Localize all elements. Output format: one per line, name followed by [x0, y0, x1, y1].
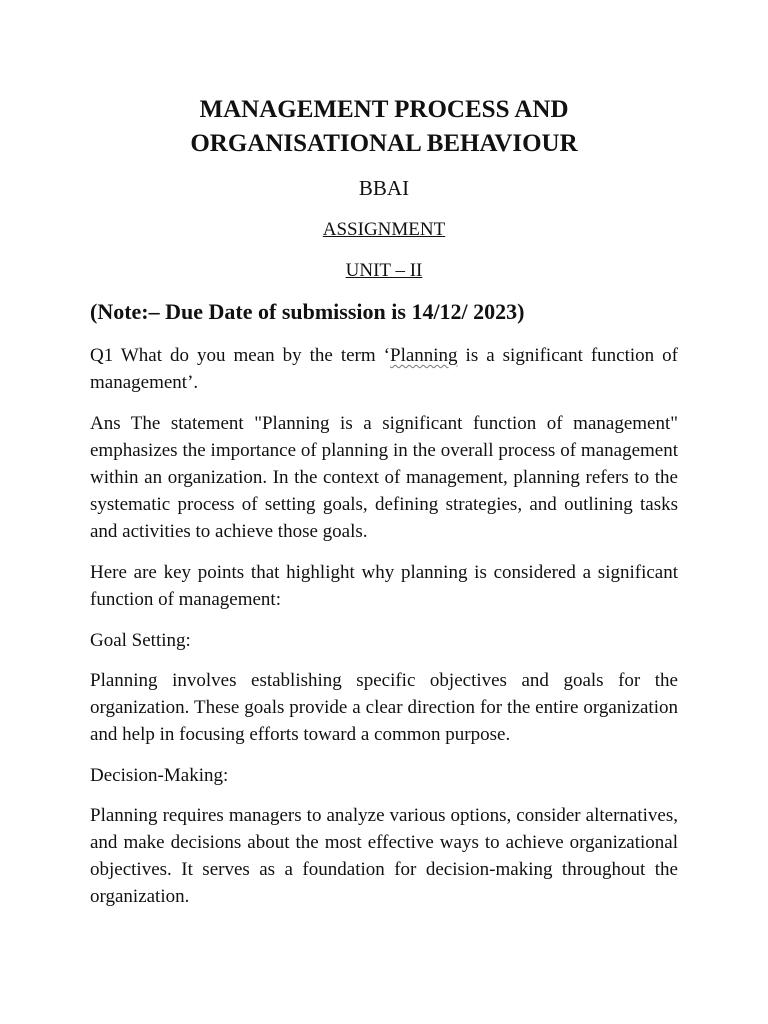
- question-suffix: is a significant function of management’.: [90, 345, 678, 393]
- assignment-heading: ASSIGNMENT: [322, 219, 446, 240]
- document-title-line-1: MANAGEMENT PROCESS AND: [199, 96, 569, 123]
- unit-heading: UNIT – II: [345, 260, 423, 281]
- document-title-line-2: ORGANISATIONAL BEHAVIOUR: [190, 130, 578, 157]
- section-body-goal-setting: Planning involves establishing specific objectives and goals for the organization. These goals provide a clear direction for the entire organization and help in focusing efforts toward a common purpose.: [90, 670, 678, 745]
- key-points-intro: Here are key points that highlight why planning is considered a significant function of management:: [90, 562, 678, 610]
- section-body-decision-making: Planning requires managers to analyze various options, consider alternatives, and make decisions about the most effective ways to achieve organizational objectives. It serves as a foundation for decision-making throughout the organization.: [90, 805, 678, 907]
- question-prefix: Q1 What do you mean by the term ‘: [90, 345, 390, 366]
- question-1: [90, 342, 678, 396]
- submission-note: (Note:– Due Date of submission is 14/12/ 2023): [90, 299, 525, 324]
- section-heading-decision-making: Decision-Making:: [90, 765, 229, 786]
- answer-paragraph: Ans The statement "Planning is a significant function of management" emphasizes the importance of planning in the overall process of management within an organization. In the context of management, planning refers to the systematic process of setting goals, defining strategies, and outlining tasks and activities to achieve those goals.: [90, 413, 678, 542]
- section-heading-goal-setting: Goal Setting:: [90, 630, 191, 651]
- course-subject: BBAI: [358, 176, 410, 200]
- question-highlighted-word: Planning: [390, 345, 458, 366]
